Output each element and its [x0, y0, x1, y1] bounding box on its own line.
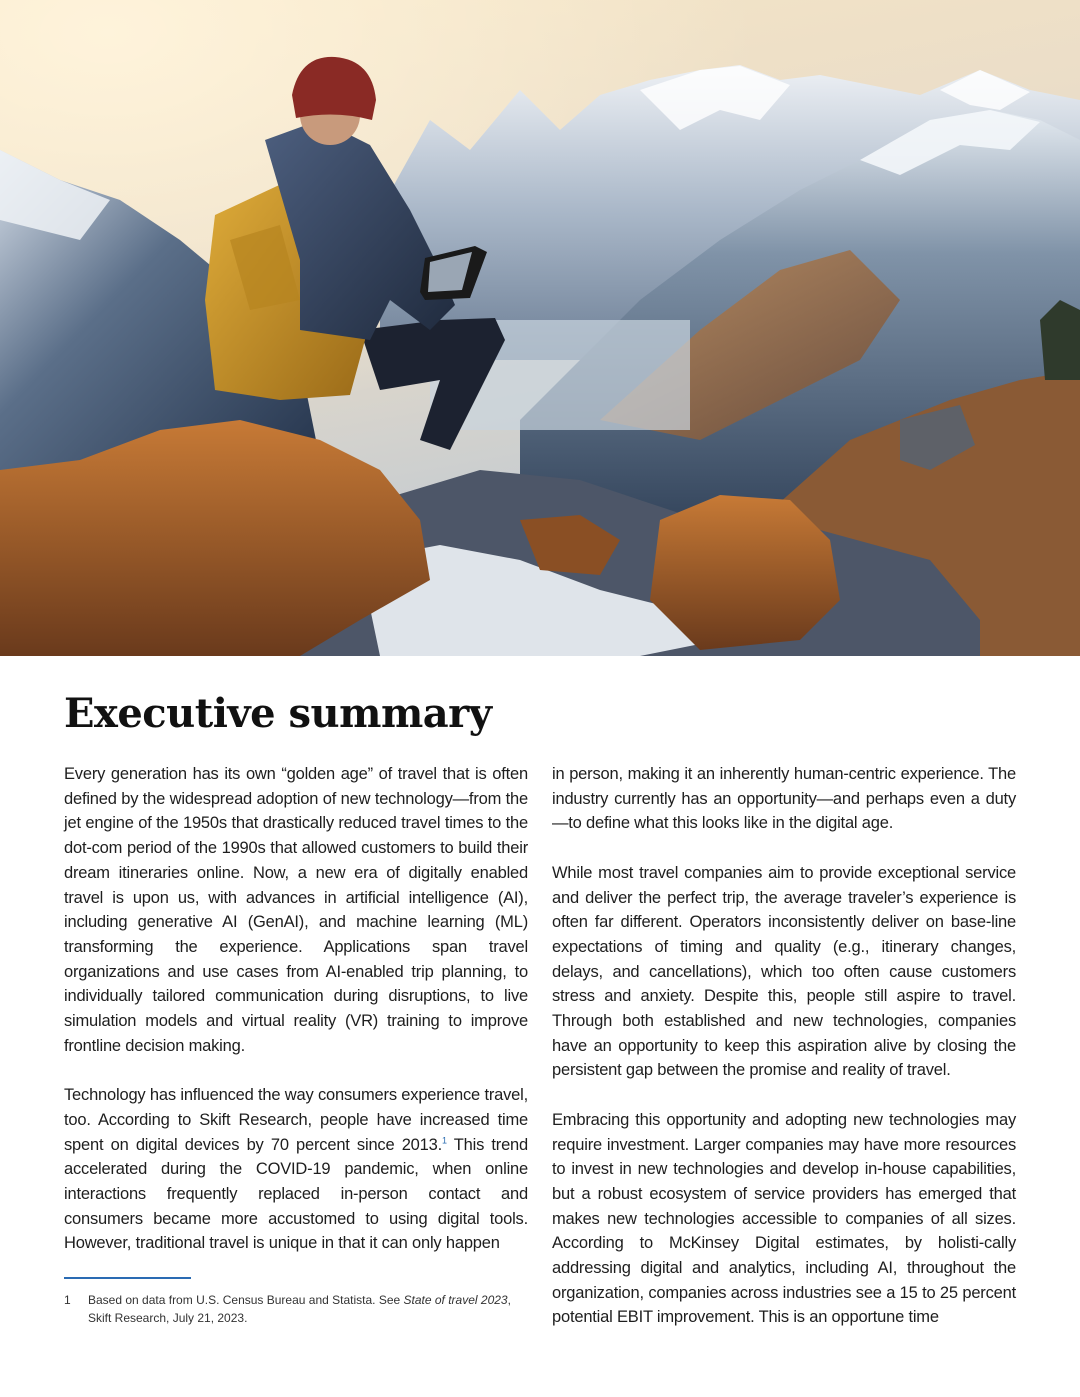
paragraph: in person, making it an inherently human-centric experience. The industry currently has an opportunity—and perhaps even a duty—to define what this looks like in the digital age. — [552, 765, 1016, 833]
page-title: Executive summary — [64, 690, 492, 737]
footnote-text-part: , Skift Research, July 21, 2023. — [88, 1293, 511, 1325]
footnote-number: 1 — [64, 1293, 71, 1307]
paragraph: Embracing this opportunity and adopting new technologies may require investment. Larger companies may have more resources to invest in new technologies and develop in-house capabilities, but a robust ecosystem of service providers has emerged that makes new technologies accessible to companies of all sizes. According to McKinsey Digital estimates, by holisti-cally addressing digital and analytics, including AI, throughout the organization, companies across industries see a 15 to 25 percent potential EBIT improvement. This is an opportune time — [552, 1110, 1016, 1327]
footnote-text — [88, 1291, 534, 1327]
left-column — [64, 762, 528, 1256]
paragraph-text: Technology has influenced the way consumers experience travel, too. According to Skift Research, people have increased time spent on digital devices by 70 percent since 2013. — [64, 1086, 528, 1154]
hero-image — [0, 0, 1080, 656]
footnote-text-part: Based on data from U.S. Census Bureau and Statista. See — [88, 1293, 404, 1307]
right-column — [552, 762, 1016, 1330]
paragraph: Every generation has its own “golden age” of travel that is often defined by the widespread adoption of new technology—from the jet engine of the 1950s that drastically reduced travel times to the dot-com period of the 1990s that allowed customers to build their dream itineraries online. Now, a new era of digitally enabled travel is upon us, with advances in artificial intelligence (AI), including generative AI (GenAI), and machine learning (ML) transforming the experience. Applications span travel organizations and use cases from AI-enabled trip planning, to individually tailored communication during disruptions, to live simulation models and virtual reality (VR) training to improve frontline decision making. — [64, 765, 528, 1055]
paragraph-text: This trend accelerated during the COVID-19 pandemic, when online interactions frequently replaced in-person contact and consumers became more accustomed to using digital tools. However, traditional travel is unique in that it can only happen — [64, 1135, 528, 1253]
footnote-divider — [64, 1277, 191, 1279]
footnote — [64, 1291, 534, 1327]
footnote-source-title: State of travel 2023 — [403, 1293, 508, 1307]
paragraph — [64, 1083, 528, 1256]
paragraph: While most travel companies aim to provide exceptional service and deliver the perfect trip, the average traveler’s experience is often far different. Operators inconsistently deliver on base-line expectations of timing and quality (e.g., itinerary changes, delays, and cancellations), which too often cause customers stress and anxiety. Despite this, people still aspire to travel. Through both established and new technologies, companies have an opportunity to keep this aspiration alive by closing the persistent gap between the promise and reality of travel. — [552, 863, 1016, 1080]
footnote-reference[interactable]: 1 — [442, 1135, 447, 1146]
mountain-hiker-photo-icon — [0, 0, 1080, 656]
